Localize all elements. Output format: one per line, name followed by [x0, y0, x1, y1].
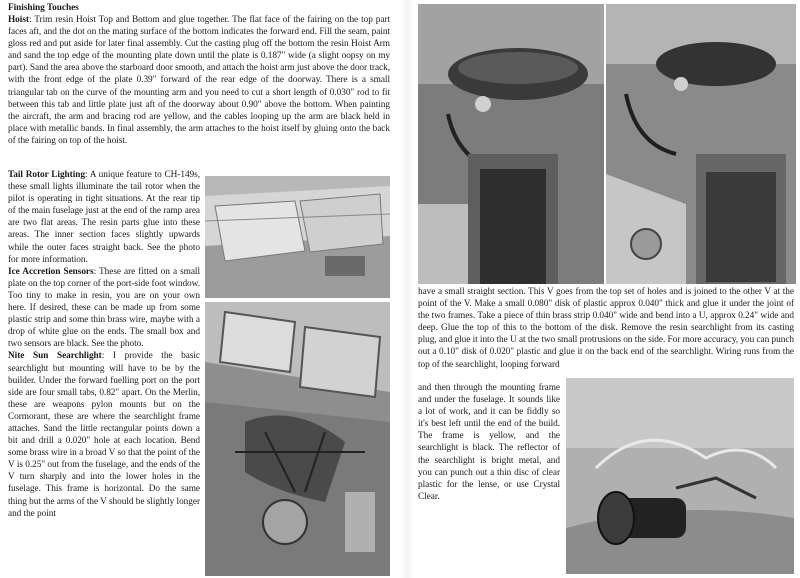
page-gutter — [400, 0, 414, 578]
tail-paragraph — [8, 169, 200, 266]
hoist-paragraph — [8, 14, 390, 147]
ice-text: : These are fitted on a small plate on the top corner of the port-side foot window. Too tiny to make in resin, you are on your own here. If desired, these can be made up from some plastic strip and some thin brass wire, maybe with a drop of white glue on the ends. The small box and two sensors are black. See the photo. — [8, 266, 200, 350]
searchlight-photo — [566, 378, 794, 574]
nite-label: Nite Sun Searchlight — [8, 351, 102, 362]
left-column-text — [8, 169, 200, 577]
hoist-photo-right — [606, 4, 796, 284]
tail-rotor-lights-photo — [205, 176, 390, 298]
nite-paragraph — [8, 350, 200, 519]
continued-paragraph: have a small straight section. This V goes from the top set of holes and is joined to the other V at the point of the V. Make a small 0.080" disk of plastic approx 0.040" thick and glue it under the joint of the two frames. Take a piece of thin brass strip 0.040" wide and bend into a U, approx 0.24" wide and deep. Glue the top of this to the bottom of the disk. Remove the resin searchlight from its casting plug, and glue it into the U at the two small protrusions on the side. For more accuracy, you can punch out a 0.10" disk of 0.020" plastic and glue it on the back end of the searchlight. Wiring runs from the top of the searchlight, looping forward — [418, 287, 794, 370]
tail-label: Tail Rotor Lighting — [8, 170, 85, 180]
continued-narrow-paragraph: and then through the mounting frame and under the fuselage. It sounds like a lot of work, and it can be fiddly so it's best left until the end of the build. The frame is yellow, and the searchlight is black. The reflector of the searchlight is bright metal, and you can punch out a thin disc of clear plastic for the lense, or use Crystal Clear. — [418, 383, 560, 502]
hoist-label: Hoist — [8, 15, 29, 25]
nite-text: : I provide the basic searchlight but mounting will have to be by the builder. Under the forward fuelling port on the port side are four small tabs, 0.82" apart. On the Merlin, these are weapons pylon mounts but on the Cormorant, these are where the searchlight frame attaches. Sand the little rectangular points down a bit and drill a 0.020" hole at each location. Bend some brass wire in a broad V so that the point of the V is 0.25" out from the fuselage, and the ends of the V turn sharply and into the lower holes in the fuselage. This frame is horizontal. Do the same thing but the arms of the V should be slightly longer and the point — [8, 351, 200, 519]
hoist-text: : Trim resin Hoist Top and Bottom and glue together. The flat face of the fairing on the top part faces aft, and the dot on the mating surface of the bottom indicates the forward end. Fill the seam, paint gloss red and put aside for later final assembly. Cut the casting plug off the bottom the resin Hoist Arm and sand the top edge of the mounting plate down until the plate is 0.187" wide (a slight oopsy on my part). Sand the area above the starboard door smooth, and attach the hoist arm just above the door track, with the front edge of the plate 0.39" forward of the rear edge of the doorway. There is a small triangular tab on the curve of the mounting arm and you need to cut a short length of 0.030" rod to fit between this tab and little plate just aft of the doorway about 0.90" above the bottom. When painting the aircraft, the arm and bracing rod are yellow, and the cables looping up the arm are black held in place with metallic bands. In final assembly, the arm attaches to the hoist itself by gluing onto the back of the fairing on top of the hoist. — [8, 15, 390, 146]
section-heading: Finishing Touches — [8, 3, 79, 13]
ice-paragraph — [8, 266, 200, 351]
ice-label: Ice Accretion Sensors — [8, 266, 94, 277]
tail-text: : A unique feature to CH-149s, these small lights illuminate the tail rotor when the pilot is operating in tight situations. At the rear tip of the main fuselage just at the end of the ramp area are two flat areas. The resin parts glue into these areas. The inner section faces slightly upwards while the outer faces straight back. See the photo for more information. — [8, 170, 200, 265]
searchlight-mount-photo — [205, 302, 390, 576]
hoist-photo-left — [418, 4, 604, 284]
